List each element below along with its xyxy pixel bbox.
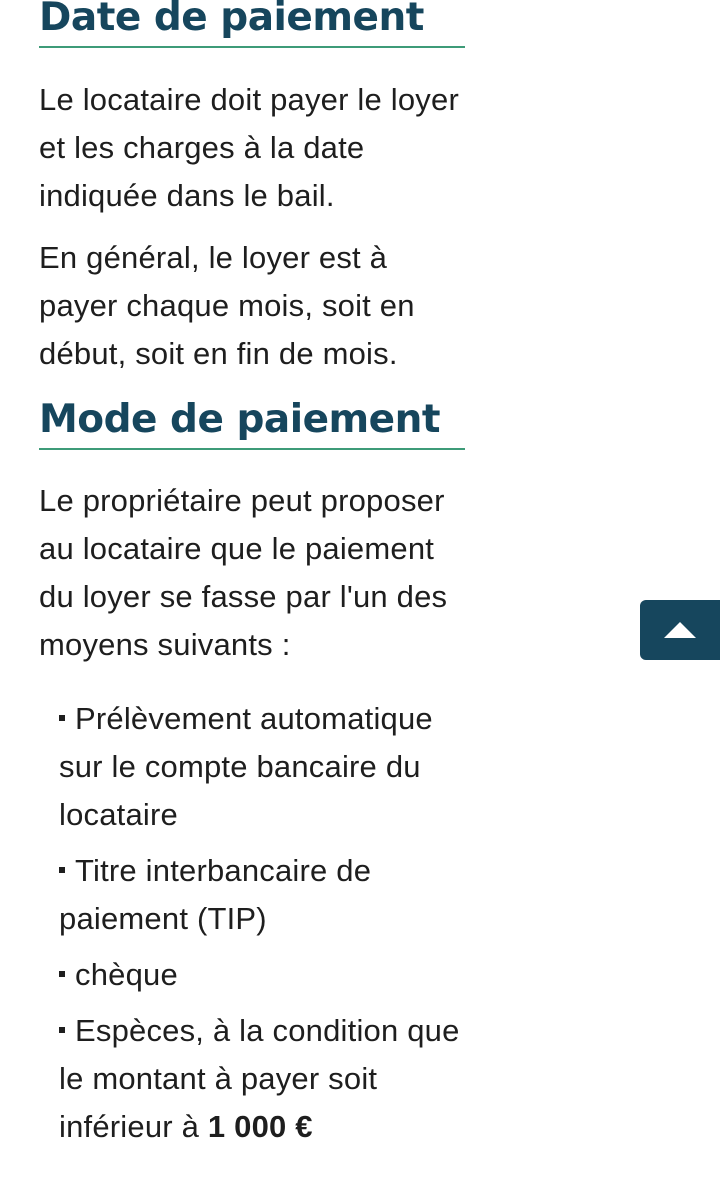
list-item [39, 951, 465, 999]
list-item [39, 695, 465, 839]
paragraph-payment-mode: Le propriétaire peut proposer au locataire que le paiement du loyer se fasse par l'un des moyens suivants : [39, 483, 448, 662]
paragraph-monthly: En général, le loyer est à payer chaque mois, soit en début, soit en fin de mois. [39, 240, 415, 371]
bullet-icon [59, 1027, 65, 1033]
main-content [39, 0, 465, 1159]
list-item-text: chèque [75, 957, 178, 992]
scroll-to-top-button[interactable] [640, 600, 720, 660]
section-heading-date: Date de paiement [39, 0, 465, 48]
list-item-text: Prélèvement automatique sur le compte bancaire du locataire [59, 701, 433, 832]
bullet-icon [59, 715, 65, 721]
amount-limit: 1 000 € [207, 1109, 313, 1144]
bullet-icon [59, 867, 65, 873]
triangle-up-icon [662, 620, 698, 640]
section-heading-mode: Mode de paiement [39, 398, 465, 450]
bullet-icon [59, 971, 65, 977]
list-item [39, 1007, 465, 1151]
payment-methods-list [39, 695, 465, 1151]
paragraph-payment-date: Le locataire doit payer le loyer et les charges à la date indiquée dans le bail. [39, 82, 459, 213]
list-item-text: Espèces, à la condition que le montant à payer soit inférieur à [59, 1013, 460, 1144]
list-item-text: Titre interbancaire de paiement (TIP) [59, 853, 372, 936]
list-item [39, 847, 465, 943]
